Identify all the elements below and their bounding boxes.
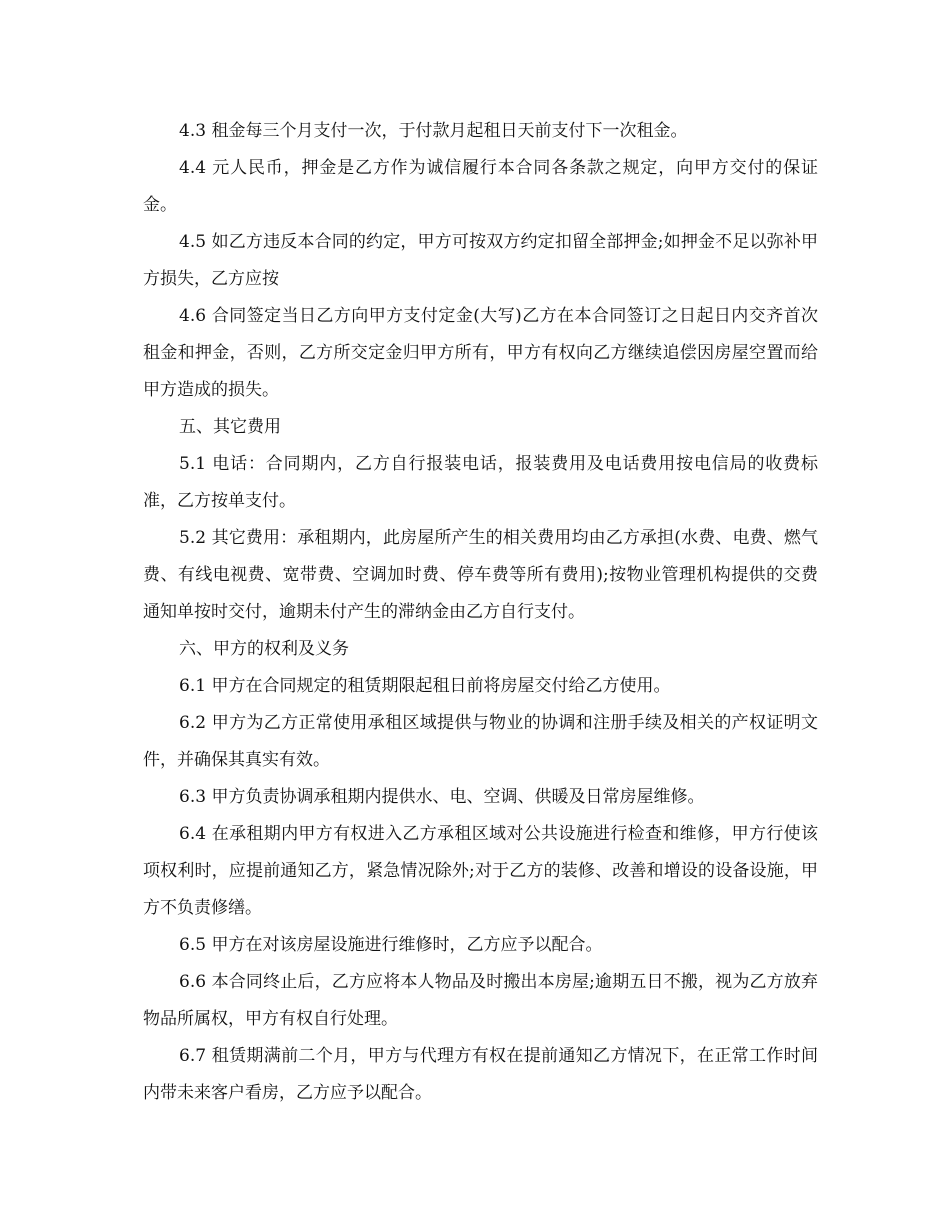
clause-5-1: 5.1 电话：合同期内，乙方自行报装电话，报装费用及电话费用按电信局的收费标准，乙方按单支付。 — [143, 454, 818, 511]
clause-6-2: 6.2 甲方为乙方正常使用承租区域提供与物业的协调和注册手续及相关的产权证明文件，并确保其真实有效。 — [143, 713, 818, 770]
clause-6-1: 6.1 甲方在合同规定的租赁期限起租日前将房屋交付给乙方使用。 — [179, 676, 671, 696]
section-heading-other-fees: 五、其它费用 — [179, 417, 281, 437]
document-page — [143, 113, 818, 1112]
clause-4-5: 4.5 如乙方违反本合同的约定，甲方可按双方约定扣留全部押金;如押金不足以弥补甲方损失，乙方应按 — [143, 232, 818, 289]
section-heading-party-a-rights: 六、甲方的权利及义务 — [179, 639, 349, 659]
clause-4-6: 4.6 合同签定当日乙方向甲方支付定金(大写)乙方在本合同签订之日起日内交齐首次租金和押金，否则，乙方所交定金归甲方所有，甲方有权向乙方继续追偿因房屋空置而给甲方造成的损失。 — [143, 306, 818, 400]
clause-6-5: 6.5 甲方在对该房屋设施进行维修时，乙方应予以配合。 — [179, 935, 603, 955]
clause-5-2: 5.2 其它费用：承租期内，此房屋所产生的相关费用均由乙方承担(水费、电费、燃气费、有线电视费、宽带费、空调加时费、停车费等所有费用);按物业管理机构提供的交费通知单按时交付，逾期未付产生的滞纳金由乙方自行支付。 — [143, 528, 818, 622]
clause-6-6: 6.6 本合同终止后，乙方应将本人物品及时搬出本房屋;逾期五日不搬，视为乙方放弃物品所属权，甲方有权自行处理。 — [143, 972, 818, 1029]
clause-6-3: 6.3 甲方负责协调承租期内提供水、电、空调、供暖及日常房屋维修。 — [179, 787, 705, 807]
clause-6-4: 6.4 在承租期内甲方有权进入乙方承租区域对公共设施进行检查和维修，甲方行使该项权利时，应提前通知乙方，紧急情况除外;对于乙方的装修、改善和增设的设备设施，甲方不负责修缮。 — [143, 824, 818, 918]
clause-4-3: 4.3 租金每三个月支付一次，于付款月起租日天前支付下一次租金。 — [179, 121, 688, 141]
clause-6-7: 6.7 租赁期满前二个月，甲方与代理方有权在提前通知乙方情况下，在正常工作时间内带未来客户看房，乙方应予以配合。 — [143, 1046, 818, 1103]
clause-4-4: 4.4 元人民币，押金是乙方作为诚信履行本合同各条款之规定，向甲方交付的保证金。 — [143, 158, 818, 215]
